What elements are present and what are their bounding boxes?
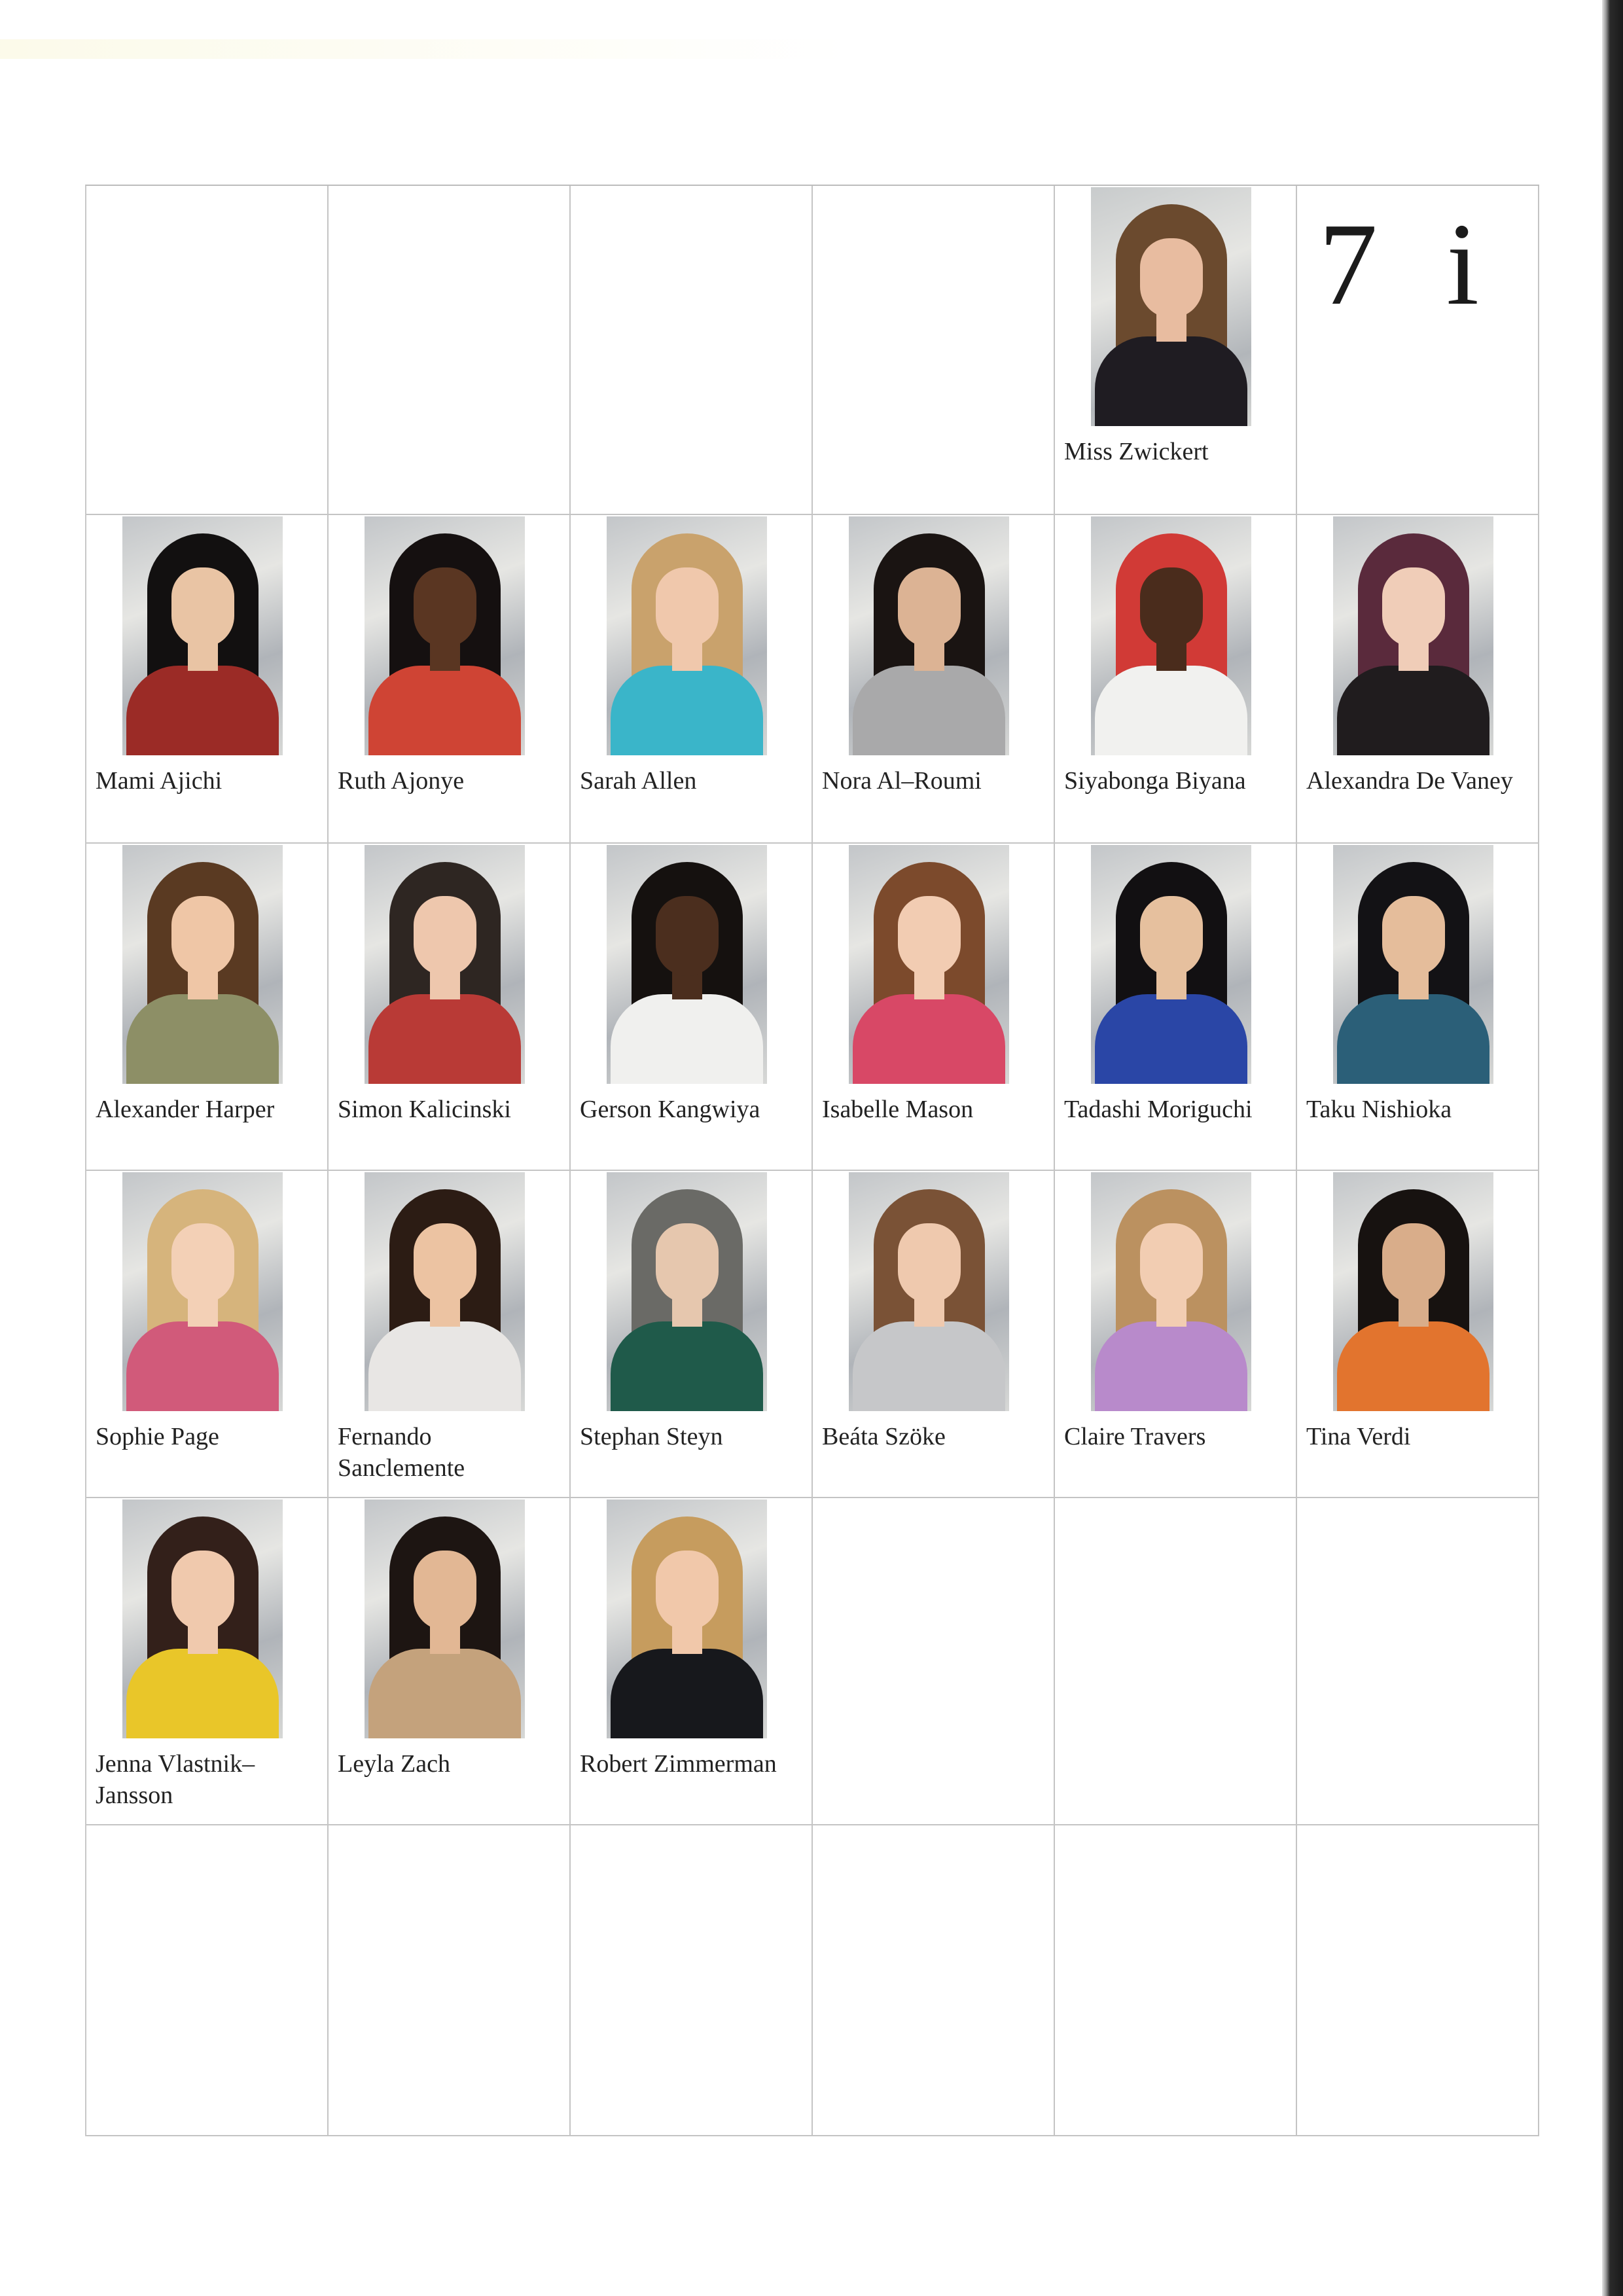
student-photo	[1333, 516, 1493, 755]
photo-face	[898, 1223, 961, 1303]
student-photo	[849, 516, 1009, 755]
photo-shirt	[853, 1321, 1005, 1411]
student-name: Ruth Ajonye	[338, 767, 465, 795]
student-photo	[849, 1172, 1009, 1411]
student-photo	[365, 845, 525, 1084]
student-name: Beáta Szöke	[822, 1423, 946, 1450]
student-cell	[571, 1498, 813, 1825]
grid-cell-empty	[86, 186, 329, 515]
photo-face	[1140, 238, 1203, 318]
student-name: Fernando Sanclemente	[338, 1423, 465, 1482]
student-photo	[122, 845, 283, 1084]
student-photo	[122, 516, 283, 755]
grid-cell-empty	[86, 1825, 329, 2136]
student-name: Jenna Vlastnik– Jansson	[96, 1750, 255, 1809]
student-name: Tadashi Moriguchi	[1064, 1096, 1253, 1123]
photo-face	[656, 1551, 719, 1630]
photo-face	[171, 1551, 234, 1630]
student-cell	[329, 515, 571, 844]
photo-face	[1140, 896, 1203, 976]
student-cell	[571, 1171, 813, 1498]
photo-shirt	[611, 1649, 763, 1738]
photo-shirt	[1337, 666, 1489, 755]
student-photo	[1091, 516, 1251, 755]
grid-cell-empty	[813, 1825, 1055, 2136]
teacher-name: Miss Zwickert	[1064, 438, 1209, 465]
photo-shirt	[126, 1649, 279, 1738]
student-photo	[607, 1172, 767, 1411]
photo-shirt	[368, 1321, 521, 1411]
student-cell	[571, 844, 813, 1171]
student-name: Alexander Harper	[96, 1096, 275, 1123]
photo-shirt	[1337, 1321, 1489, 1411]
photo-face	[1382, 1223, 1445, 1303]
photo-face	[171, 896, 234, 976]
student-name: Simon Kalicinski	[338, 1096, 511, 1123]
photo-shirt	[368, 666, 521, 755]
photo-face	[414, 1551, 476, 1630]
student-name: Gerson Kangwiya	[580, 1096, 760, 1123]
student-cell	[1055, 1171, 1297, 1498]
student-cell	[1055, 515, 1297, 844]
student-photo	[122, 1499, 283, 1738]
photo-shirt	[368, 994, 521, 1084]
student-name: Stephan Steyn	[580, 1423, 723, 1450]
grid-cell-empty	[329, 1825, 571, 2136]
student-name: Sophie Page	[96, 1423, 219, 1450]
student-cell	[86, 1498, 329, 1825]
student-cell	[329, 844, 571, 1171]
student-name: Sarah Allen	[580, 767, 697, 795]
student-cell	[813, 515, 1055, 844]
photo-shirt	[368, 1649, 521, 1738]
teacher-cell	[1055, 186, 1297, 515]
photo-shirt	[1337, 994, 1489, 1084]
grid-cell-empty	[1297, 1825, 1539, 2136]
grid-cell-empty	[329, 186, 571, 515]
student-name: Robert Zimmerman	[580, 1750, 777, 1778]
grid-cell-empty	[1055, 1825, 1297, 2136]
photo-face	[1382, 567, 1445, 647]
student-name: Nora Al–Roumi	[822, 767, 982, 795]
class-photo-grid	[85, 185, 1539, 2136]
student-cell	[329, 1498, 571, 1825]
photo-face	[656, 896, 719, 976]
student-cell	[813, 844, 1055, 1171]
student-name: Mami Ajichi	[96, 767, 223, 795]
photo-shirt	[126, 666, 279, 755]
class-label-cell	[1297, 186, 1539, 515]
student-photo	[1333, 1172, 1493, 1411]
student-name: Claire Travers	[1064, 1423, 1206, 1450]
student-name: Alexandra De Vaney	[1306, 767, 1513, 795]
grid-cell-empty	[571, 1825, 813, 2136]
student-photo	[607, 1499, 767, 1738]
photo-face	[414, 896, 476, 976]
photo-face	[414, 1223, 476, 1303]
grid-cell-empty	[571, 186, 813, 515]
student-photo	[365, 516, 525, 755]
photo-face	[414, 567, 476, 647]
student-cell	[86, 844, 329, 1171]
photo-shirt	[1095, 1321, 1247, 1411]
photo-face	[898, 896, 961, 976]
photo-shirt	[611, 666, 763, 755]
photo-face	[171, 567, 234, 647]
photo-face	[898, 567, 961, 647]
student-cell	[1297, 515, 1539, 844]
student-photo	[607, 516, 767, 755]
student-name: Taku Nishioka	[1306, 1096, 1452, 1123]
photo-face	[1140, 1223, 1203, 1303]
student-photo	[607, 845, 767, 1084]
grid-cell-empty	[813, 186, 1055, 515]
photo-shirt	[853, 666, 1005, 755]
photo-face	[656, 567, 719, 647]
student-cell	[813, 1171, 1055, 1498]
photo-face	[171, 1223, 234, 1303]
student-cell	[1297, 844, 1539, 1171]
student-cell	[329, 1171, 571, 1498]
student-photo	[122, 1172, 283, 1411]
student-cell	[86, 1171, 329, 1498]
student-cell	[571, 515, 813, 844]
student-photo	[365, 1499, 525, 1738]
photo-shirt	[853, 994, 1005, 1084]
student-cell	[1297, 1171, 1539, 1498]
class-label: 7 i	[1318, 199, 1499, 329]
student-photo	[1333, 845, 1493, 1084]
student-cell	[1055, 844, 1297, 1171]
student-photo	[1091, 845, 1251, 1084]
photo-face	[1382, 896, 1445, 976]
photo-shirt	[1095, 336, 1247, 426]
photo-shirt	[1095, 994, 1247, 1084]
student-photo	[849, 845, 1009, 1084]
grid-cell-empty	[1297, 1498, 1539, 1825]
student-name: Siyabonga Biyana	[1064, 767, 1246, 795]
photo-shirt	[126, 994, 279, 1084]
photo-shirt	[1095, 666, 1247, 755]
teacher-photo	[1091, 187, 1251, 426]
photo-shirt	[611, 994, 763, 1084]
student-photo	[1091, 1172, 1251, 1411]
student-name: Isabelle Mason	[822, 1096, 974, 1123]
student-name: Leyla Zach	[338, 1750, 450, 1778]
photo-shirt	[126, 1321, 279, 1411]
student-photo	[365, 1172, 525, 1411]
scan-tint	[0, 39, 851, 59]
grid-cell-empty	[1055, 1498, 1297, 1825]
student-name: Tina Verdi	[1306, 1423, 1411, 1450]
photo-face	[1140, 567, 1203, 647]
photo-shirt	[611, 1321, 763, 1411]
photo-face	[656, 1223, 719, 1303]
grid-cell-empty	[813, 1498, 1055, 1825]
binding-edge	[1602, 0, 1623, 2296]
student-cell	[86, 515, 329, 844]
